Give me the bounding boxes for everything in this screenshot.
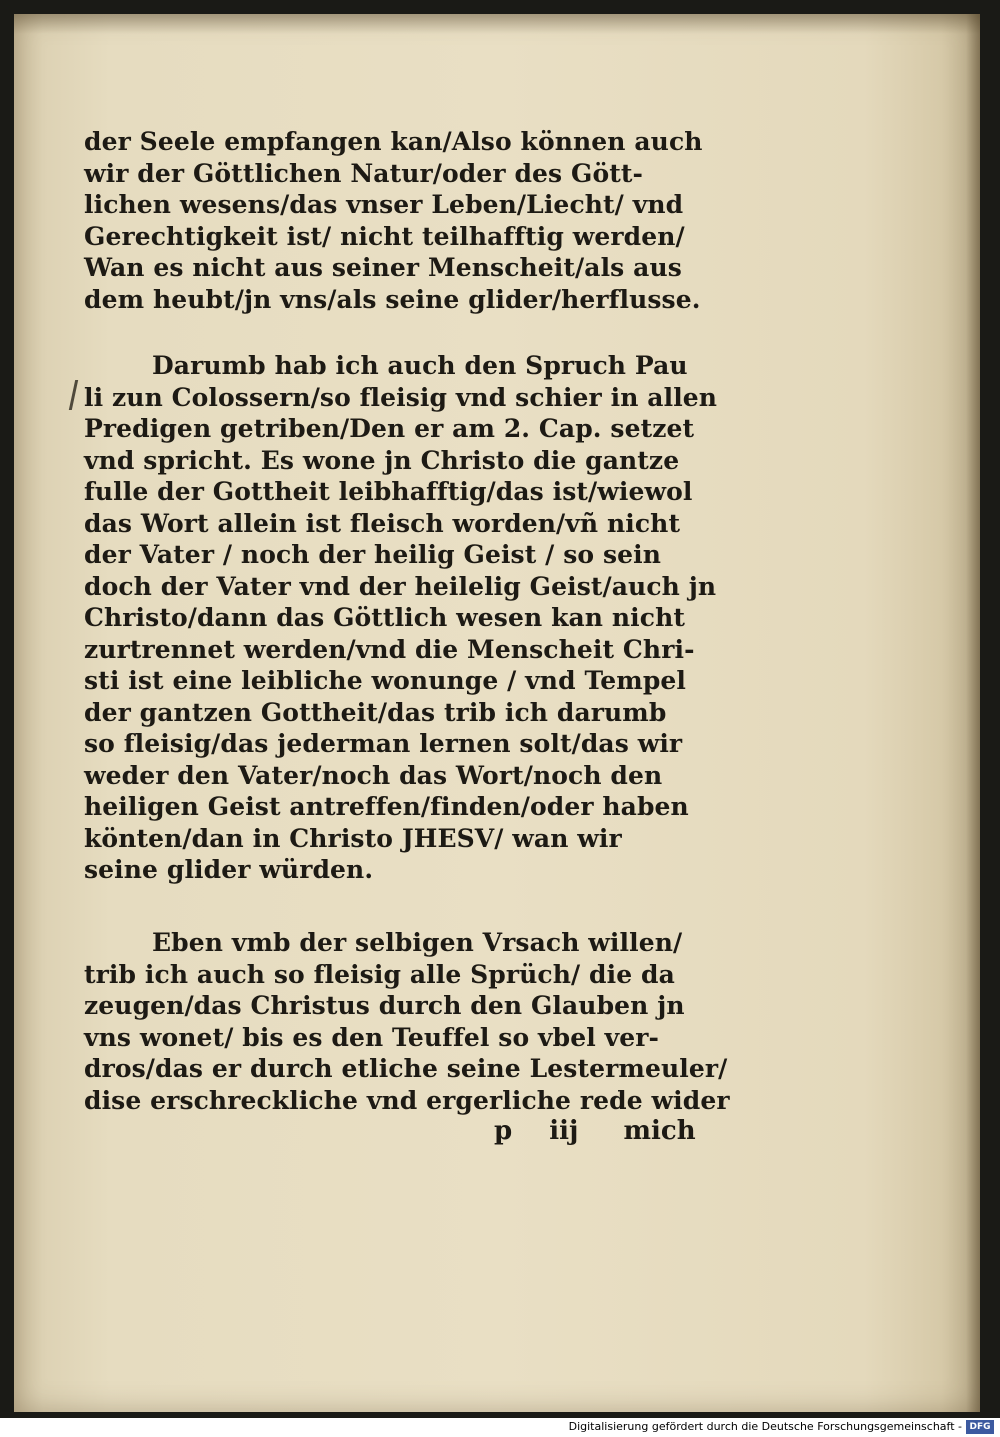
- text-line: Gerechtigkeit ist/ nicht teilhafftig werden/: [84, 221, 685, 251]
- text-line: weder den Vater/noch das Wort/noch den: [84, 760, 663, 790]
- text-line: zurtrennet werden/vnd die Menscheit Chri-: [84, 634, 695, 664]
- signature-line: [494, 1116, 696, 1146]
- text-line: so fleisig/das jederman lernen solt/das wir: [84, 729, 683, 758]
- text-line: seine glider würden.: [84, 855, 374, 884]
- signature-mark: p: [494, 1116, 513, 1146]
- text-line: trib ich auch so fleisig alle Sprüch/ die da: [84, 959, 675, 989]
- text-line: das Wort allein ist fleisch worden/vñ nicht: [84, 508, 681, 538]
- text-line: der Seele empfangen kan/Also können auch: [84, 127, 703, 156]
- text-line: li zun Colossern/so fleisig vnd schier in allen: [84, 382, 718, 412]
- text-line: vnd spricht. Es wone jn Christo die gantze: [84, 445, 680, 475]
- text-line: doch der Vater vnd der heilelig Geist/auch jn: [84, 571, 717, 601]
- catchword: mich: [623, 1116, 696, 1146]
- paragraph-2: [84, 350, 718, 886]
- paragraph-3: [84, 927, 730, 1116]
- text-line: wir der Göttlichen Natur/oder des Gött-: [84, 158, 644, 188]
- footer-bar: [0, 1418, 1000, 1437]
- text-line: Christo/dann das Göttlich wesen kan nicht: [84, 603, 685, 632]
- text-line: lichen wesens/das vnser Leben/Liecht/ vnd: [84, 190, 684, 219]
- book-page: [14, 14, 980, 1412]
- text-line: der Vater / noch der heilig Geist / so sein: [84, 540, 662, 569]
- text-line: dros/das er durch etliche seine Lestermeuler/: [84, 1054, 728, 1083]
- text-line: Wan es nicht aus seiner Menscheit/als aus: [84, 253, 682, 282]
- dfg-logo-icon: DFG: [966, 1420, 994, 1434]
- text-line: Darumb hab ich auch den Spruch Pau: [152, 351, 688, 380]
- text-line: zeugen/das Christus durch den Glauben jn: [84, 991, 685, 1020]
- footer-credit: Digitalisierung gefördert durch die Deutsche Forschungsgemeinschaft -: [568, 1420, 962, 1433]
- text-line: fulle der Gottheit leibhafftig/das ist/wiewol: [84, 477, 693, 506]
- page-right-shadow: [966, 14, 980, 1412]
- text-line: Eben vmb der selbigen Vrsach willen/: [152, 928, 683, 957]
- text-line: könten/dan in Christo JHESV/ wan wir: [84, 823, 622, 853]
- text-line: vns wonet/ bis es den Teuffel so vbel ver-: [84, 1022, 660, 1052]
- paragraph-1: [84, 126, 703, 315]
- page-top-shadow: [14, 14, 980, 34]
- signature-number: iij: [549, 1116, 579, 1146]
- text-line: heiligen Geist antreffen/finden/oder haben: [84, 792, 689, 821]
- text-line: dem heubt/jn vns/als seine glider/herflusse.: [84, 284, 701, 314]
- text-line: der gantzen Gottheit/das trib ich darumb: [84, 697, 667, 727]
- text-line: Predigen getriben/Den er am 2. Cap. setzet: [84, 414, 695, 443]
- text-line: sti ist eine leibliche wonunge / vnd Tempel: [84, 666, 687, 695]
- text-line: dise erschreckliche vnd ergerliche rede wider: [84, 1085, 730, 1115]
